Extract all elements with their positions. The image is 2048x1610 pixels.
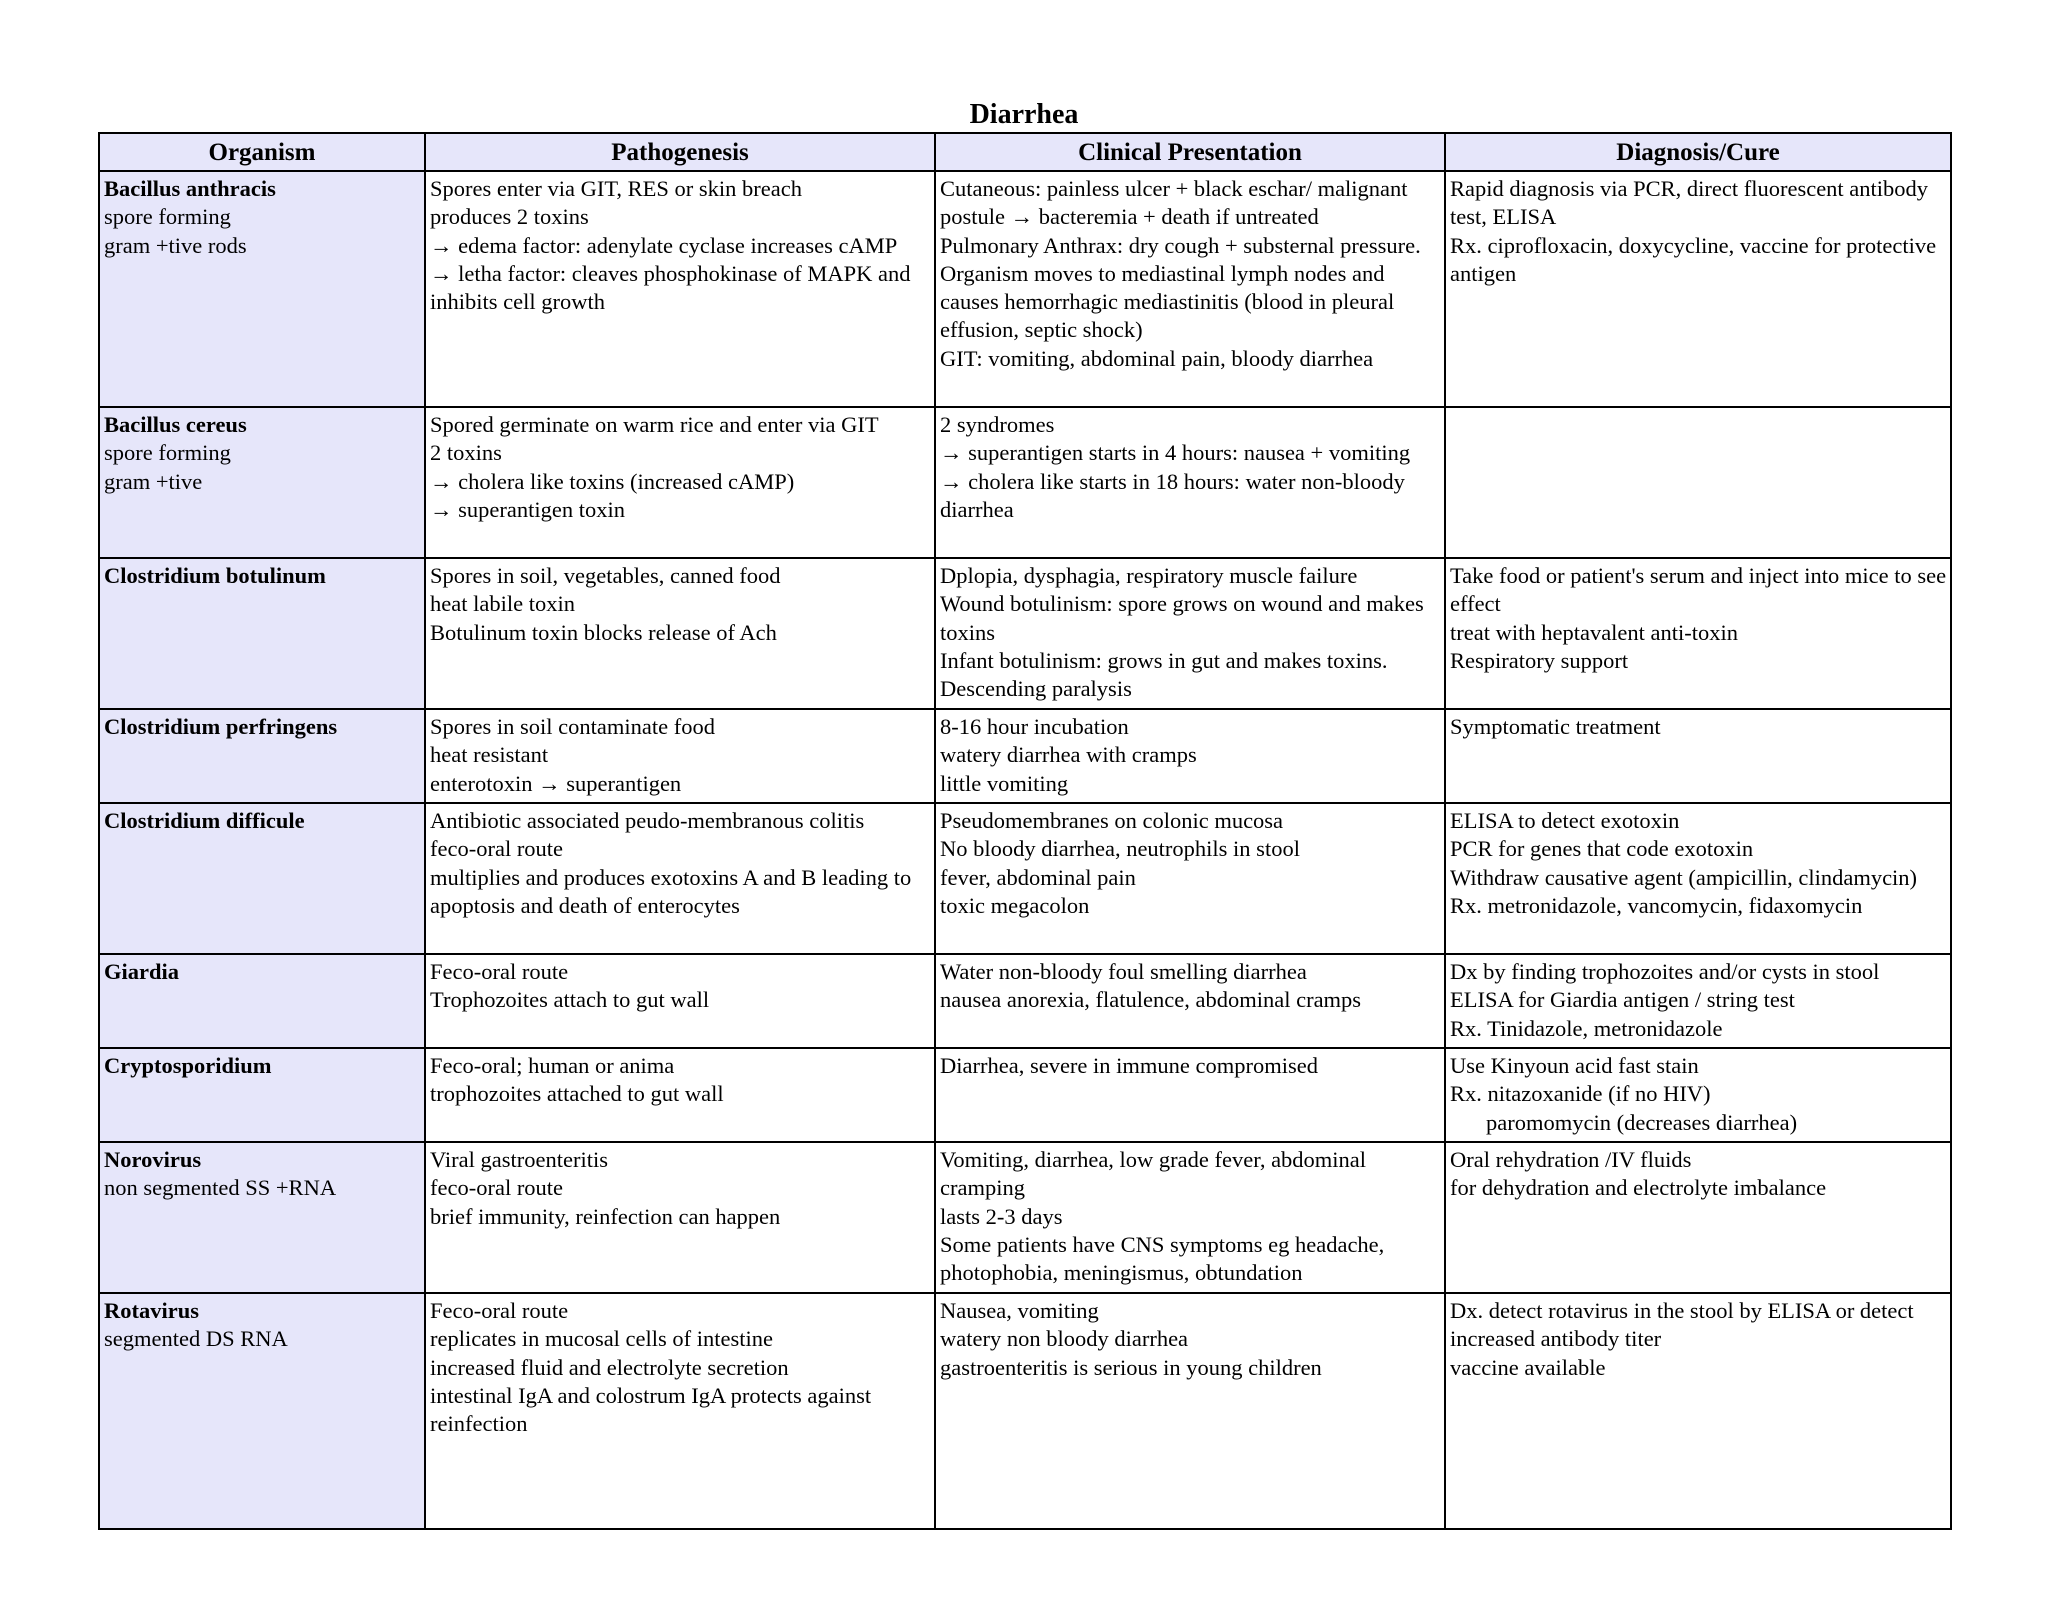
pathogenesis-line: Botulinum toxin blocks release of Ach [430, 619, 777, 645]
organism-note: spore forming [104, 204, 231, 230]
clinical-line: gastroenteritis is serious in young children [940, 1354, 1322, 1380]
clinical-cell [935, 709, 1445, 803]
diagnosis-line: Rx. nitazoxanide (if no HIV) [1450, 1081, 1711, 1107]
pathogenesis-line: feco-oral route [430, 836, 564, 862]
diagnosis-line: Rx. Tinidazole, metronidazole [1450, 1015, 1723, 1041]
table-row [99, 558, 1951, 709]
clinical-line: Cutaneous: painless ulcer + black eschar/ malignant postule → bacteremia + death if untreated [940, 176, 1414, 230]
diagnosis-line: PCR for genes that code exotoxin [1450, 836, 1754, 862]
diagnosis-cell [1445, 709, 1951, 803]
diarrhea-table [98, 132, 1952, 1530]
organism-cell [99, 171, 425, 407]
pathogenesis-line: → letha factor: cleaves phosphokinase of MAPK and inhibits cell growth [430, 260, 917, 315]
table-row [99, 954, 1951, 1048]
pathogenesis-line: Feco-oral; human or anima [430, 1053, 675, 1078]
clinical-line: Descending paralysis [940, 676, 1132, 702]
organism-note: spore forming [104, 440, 231, 466]
pathogenesis-cell [425, 1048, 935, 1142]
diagnosis-cell [1445, 171, 1951, 407]
table-row [99, 407, 1951, 558]
clinical-line: Infant botulinism: grows in gut and makes toxins. [940, 647, 1388, 673]
diagnosis-line: Dx by finding trophozoites and/or cysts in stool [1450, 959, 1880, 984]
pathogenesis-cell [425, 171, 935, 407]
diagnosis-line: Rapid diagnosis via PCR, direct fluorescent antibody test, ELISA [1450, 176, 1934, 230]
pathogenesis-line: increased fluid and electrolyte secretion [430, 1354, 789, 1380]
organism-note: gram +tive rods [104, 232, 247, 258]
clinical-cell [935, 954, 1445, 1048]
clinical-line: watery non bloody diarrhea [940, 1326, 1189, 1352]
pathogenesis-cell [425, 954, 935, 1048]
clinical-line: → superantigen starts in 4 hours: nausea + vomiting [940, 440, 1411, 466]
clinical-cell [935, 803, 1445, 954]
table-row [99, 1142, 1951, 1293]
pathogenesis-line: Viral gastroenteritis [430, 1147, 608, 1172]
diagnosis-cell [1445, 954, 1951, 1048]
diagnosis-line: Use Kinyoun acid fast stain [1450, 1053, 1699, 1078]
clinical-line: fever, abdominal pain [940, 864, 1136, 890]
clinical-cell [935, 171, 1445, 407]
organism-cell [99, 407, 425, 558]
pathogenesis-cell [425, 558, 935, 709]
pathogenesis-cell [425, 709, 935, 803]
diagnosis-line: Dx. detect rotavirus in the stool by ELISA or detect increased antibody titer [1450, 1298, 1920, 1352]
organism-name: Bacillus cereus [104, 412, 247, 437]
pathogenesis-line: Antibiotic associated peudo-membranous colitis [430, 808, 865, 833]
table-header-row [99, 133, 1951, 171]
clinical-line: GIT: vomiting, abdominal pain, bloody diarrhea [940, 345, 1374, 371]
organism-name: Bacillus anthracis [104, 176, 276, 201]
clinical-cell [935, 558, 1445, 709]
organism-name: Giardia [104, 959, 180, 984]
organism-name: Clostridium difficule [104, 808, 305, 833]
clinical-line: 2 syndromes [940, 412, 1055, 437]
diagnosis-line: Rx. metronidazole, vancomycin, fidaxomycin [1450, 892, 1863, 918]
clinical-line: Pulmonary Anthrax: dry cough + substernal pressure. Organism moves to mediastinal lymph nodes and causes hemorrhagic mediastinitis (blood in pleural effusion, septic shock) [940, 232, 1427, 343]
pathogenesis-line: Trophozoites attach to gut wall [430, 987, 710, 1013]
organism-note: segmented DS RNA [104, 1326, 288, 1352]
pathogenesis-line: produces 2 toxins [430, 204, 589, 230]
organism-name: Cryptosporidium [104, 1053, 272, 1078]
pathogenesis-line: 2 toxins [430, 440, 502, 466]
organism-note: gram +tive [104, 468, 203, 494]
pathogenesis-line: heat labile toxin [430, 591, 575, 617]
clinical-cell [935, 1142, 1445, 1293]
clinical-line: watery diarrhea with cramps [940, 742, 1197, 768]
organism-cell [99, 1142, 425, 1293]
clinical-line: No bloody diarrhea, neutrophils in stool [940, 836, 1300, 862]
organism-cell [99, 803, 425, 954]
pathogenesis-line: → cholera like toxins (increased cAMP) [430, 468, 795, 494]
organism-cell [99, 954, 425, 1048]
organism-name: Clostridium botulinum [104, 563, 326, 588]
pathogenesis-cell [425, 1293, 935, 1529]
pathogenesis-line: Spores enter via GIT, RES or skin breach [430, 176, 802, 201]
pathogenesis-line: Spores in soil, vegetables, canned food [430, 563, 781, 588]
organism-name: Clostridium perfringens [104, 714, 338, 739]
diagnosis-line: vaccine available [1450, 1354, 1606, 1380]
pathogenesis-cell [425, 803, 935, 954]
clinical-line: toxic megacolon [940, 892, 1090, 918]
pathogenesis-cell [425, 1142, 935, 1293]
diagnosis-line: Symptomatic treatment [1450, 714, 1661, 739]
diagnosis-line: paromomycin (decreases diarrhea) [1486, 1109, 1798, 1135]
table-row [99, 1293, 1951, 1529]
diagnosis-cell [1445, 407, 1951, 558]
page-title: Diarrhea [969, 99, 1079, 130]
clinical-line: Pseudomembranes on colonic mucosa [940, 808, 1284, 833]
diagnosis-line: Rx. ciprofloxacin, doxycycline, vaccine for protective antigen [1450, 232, 1942, 286]
pathogenesis-cell [425, 407, 935, 558]
pathogenesis-line: heat resistant [430, 742, 549, 768]
clinical-line: Water non-bloody foul smelling diarrhea [940, 959, 1307, 984]
pathogenesis-line: Spored germinate on warm rice and enter via GIT [430, 412, 879, 437]
pathogenesis-line: Spores in soil contaminate food [430, 714, 715, 739]
table-row [99, 709, 1951, 803]
column-header-pathogenesis: Pathogenesis [425, 133, 935, 171]
diagnosis-line: for dehydration and electrolyte imbalance [1450, 1175, 1827, 1201]
pathogenesis-line: enterotoxin → superantigen [430, 770, 682, 796]
pathogenesis-line: replicates in mucosal cells of intestine [430, 1326, 774, 1352]
column-header-organism: Organism [99, 133, 425, 171]
diagnosis-cell [1445, 1048, 1951, 1142]
organism-cell [99, 1293, 425, 1529]
clinical-line: lasts 2-3 days [940, 1203, 1063, 1229]
clinical-line: Vomiting, diarrhea, low grade fever, abdominal cramping [940, 1147, 1372, 1201]
clinical-line: nausea anorexia, flatulence, abdominal cramps [940, 987, 1362, 1013]
clinical-line: Nausea, vomiting [940, 1298, 1099, 1323]
organism-note: non segmented SS +RNA [104, 1175, 337, 1201]
pathogenesis-line: feco-oral route [430, 1175, 564, 1201]
organism-cell [99, 558, 425, 709]
diagnosis-line: treat with heptavalent anti-toxin [1450, 619, 1739, 645]
pathogenesis-line: brief immunity, reinfection can happen [430, 1203, 781, 1229]
organism-cell [99, 1048, 425, 1142]
clinical-line: → cholera like starts in 18 hours: water non-bloody diarrhea [940, 468, 1411, 522]
pathogenesis-line: Feco-oral route [430, 959, 569, 984]
clinical-line: Dplopia, dysphagia, respiratory muscle failure [940, 563, 1358, 588]
clinical-cell [935, 1293, 1445, 1529]
table-row [99, 1048, 1951, 1142]
diagnosis-line: ELISA for Giardia antigen / string test [1450, 987, 1795, 1013]
pathogenesis-line: → superantigen toxin [430, 496, 625, 522]
clinical-line: Diarrhea, severe in immune compromised [940, 1053, 1318, 1078]
clinical-line: Wound botulinism: spore grows on wound and makes toxins [940, 591, 1430, 645]
pathogenesis-line: intestinal IgA and colostrum IgA protects against reinfection [430, 1382, 877, 1437]
table-row [99, 803, 1951, 954]
clinical-line: little vomiting [940, 770, 1069, 796]
pathogenesis-line: trophozoites attached to gut wall [430, 1081, 724, 1107]
clinical-line: 8-16 hour incubation [940, 714, 1129, 739]
clinical-cell [935, 1048, 1445, 1142]
diagnosis-line: Oral rehydration /IV fluids [1450, 1147, 1692, 1172]
diagnosis-cell [1445, 558, 1951, 709]
diagnosis-cell [1445, 803, 1951, 954]
pathogenesis-line: Feco-oral route [430, 1298, 569, 1323]
diagnosis-cell [1445, 1293, 1951, 1529]
organism-name: Rotavirus [104, 1298, 199, 1323]
clinical-cell [935, 407, 1445, 558]
diagnosis-line: ELISA to detect exotoxin [1450, 808, 1680, 833]
diagnosis-cell [1445, 1142, 1951, 1293]
column-header-clinical-presentation: Clinical Presentation [935, 133, 1445, 171]
diagnosis-line: Withdraw causative agent (ampicillin, clindamycin) [1450, 864, 1918, 890]
pathogenesis-line: → edema factor: adenylate cyclase increases cAMP [430, 232, 898, 258]
organism-name: Norovirus [104, 1147, 202, 1172]
clinical-line: Some patients have CNS symptoms eg headache, photophobia, meningismus, obtundation [940, 1231, 1390, 1286]
pathogenesis-line: multiplies and produces exotoxins A and B leading to apoptosis and death of enterocytes [430, 864, 917, 918]
diagnosis-line: Take food or patient's serum and inject into mice to see effect [1450, 563, 1952, 617]
column-header-diagnosis-cure: Diagnosis/Cure [1445, 133, 1951, 171]
diagnosis-line: Respiratory support [1450, 647, 1629, 673]
table-row [99, 171, 1951, 407]
organism-cell [99, 709, 425, 803]
